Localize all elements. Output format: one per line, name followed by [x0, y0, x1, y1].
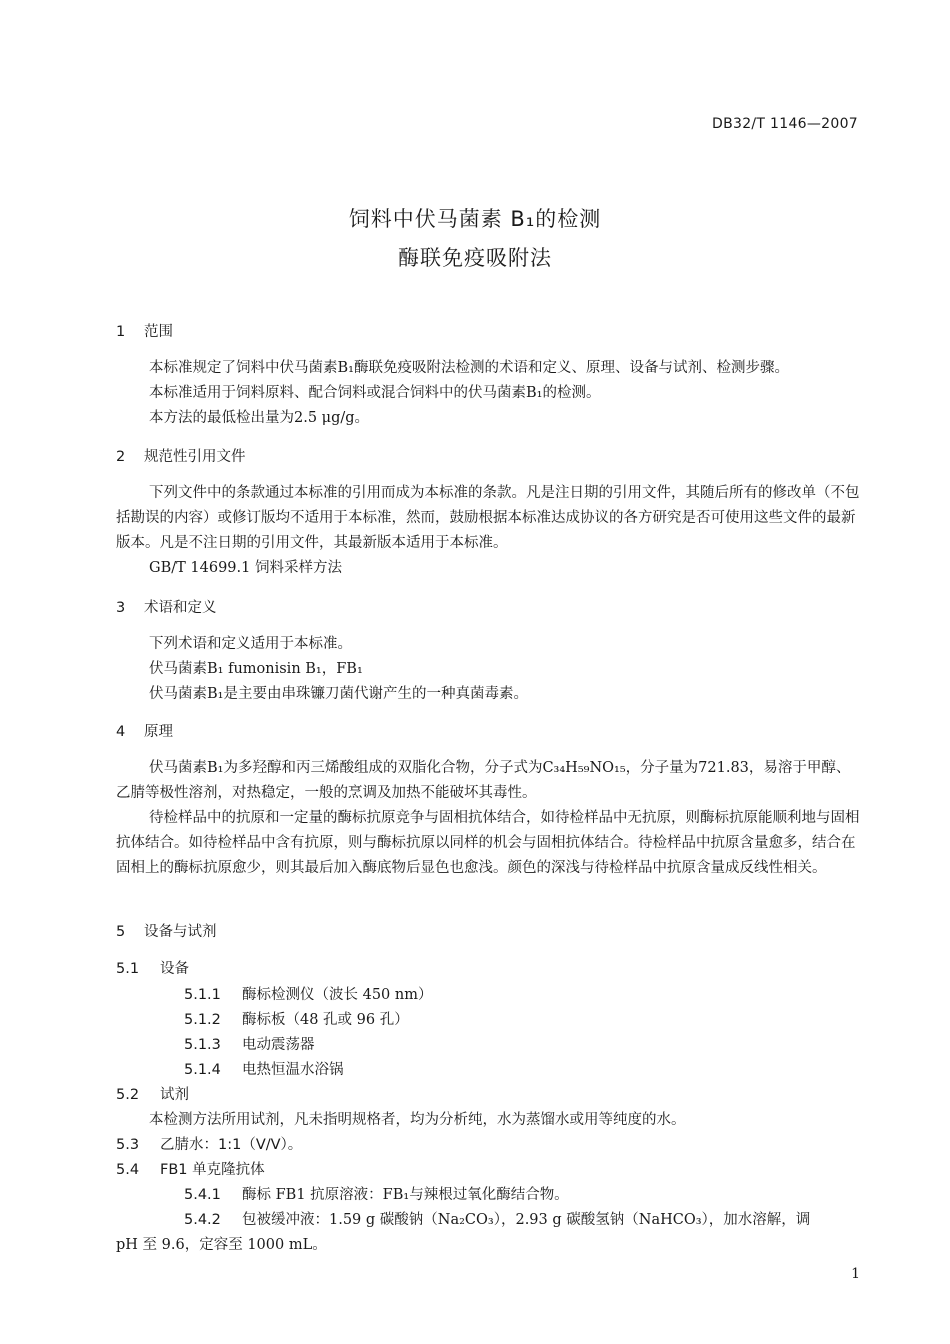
paragraph: 下列术语和定义适用于本标准。 [149, 636, 352, 652]
section-title: 设备与试剂 [144, 924, 217, 940]
paragraph: 本检测方法所用试剂，凡未指明规格者，均为分析纯，水为蒸馏水或用等纯度的水。 [149, 1112, 686, 1128]
paragraph: 本标准规定了饲料中伏马菌素B₁酶联免疫吸附法检测的术语和定义、原理、设备与试剂、检测步骤。 [149, 360, 789, 376]
paragraph: 伏马菌素B₁为多羟醇和丙三烯酸组成的双脂化合物，分子式为C₃₄H₅₉NO₁₅，分子量为721.83，易溶于甲醇、乙腈等极性溶剂，对热稳定，一般的烹调及加热不能破坏其毒性。 [116, 760, 851, 801]
item-number: 5.4.2 [184, 1212, 221, 1228]
section-heading-equipment-reagents [116, 920, 217, 941]
subsection-text: 乙腈水：1:1（V/V）。 [160, 1137, 303, 1153]
document-subtitle: 酶联免疫吸附法 [398, 246, 552, 270]
document-title: 饲料中伏马菌素 B₁的检测 [348, 207, 602, 231]
paragraph: 本标准适用于饲料原料、配合饲料或混合饲料中的伏马菌素B₁的检测。 [149, 385, 601, 401]
item-number: 5.1.3 [184, 1037, 221, 1053]
list-item [184, 1008, 409, 1029]
list-item [184, 1033, 315, 1054]
paragraph: 下列文件中的条款通过本标准的引用而成为本标准的条款。凡是注日期的引用文件，其随后所有的修改单（不包括勘误的内容）或修订版均不适用于本标准，然而，鼓励根据本标准达成协议的各方研究是否可使用这些文件的最新版本。凡是不注日期的引用文件，其最新版本适用于本标准。 [116, 485, 860, 551]
section-title: 范围 [144, 324, 173, 340]
paragraph: 本方法的最低检出量为2.5 μg/g。 [149, 410, 370, 426]
item-number: 5.1.2 [184, 1012, 221, 1028]
item-text: 酶标检测仪（波长 450 nm） [242, 987, 433, 1003]
section-heading-references [116, 445, 246, 466]
list-item [184, 1183, 569, 1204]
item-text: 电热恒温水浴锅 [242, 1062, 344, 1078]
subsection-number: 5.3 [116, 1137, 140, 1153]
section-heading-scope [116, 320, 173, 341]
item-number: 5.4.1 [184, 1187, 221, 1203]
section-number: 3 [116, 600, 126, 616]
reference-item: GB/T 14699.1 饲料采样方法 [149, 560, 342, 576]
section-number: 2 [116, 449, 126, 465]
section-heading-terms [116, 596, 217, 617]
subsection-heading-equipment [116, 957, 189, 978]
document-code: DB32/T 1146—2007 [712, 116, 858, 132]
list-item [184, 1208, 810, 1229]
subsection-title: FB1 单克隆抗体 [160, 1162, 265, 1178]
item-text: 包被缓冲液：1.59 g 碳酸钠（Na₂CO₃），2.93 g 碳酸氢钠（NaHCO₃），加水溶解，调 [242, 1212, 811, 1228]
item-text: 电动震荡器 [242, 1037, 315, 1053]
subsection-heading-reagents [116, 1083, 189, 1104]
subsection-title: 设备 [160, 961, 189, 977]
section-number: 5 [116, 924, 126, 940]
term-definition: 伏马菌素B₁是主要由串珠镰刀菌代谢产生的一种真菌毒素。 [149, 686, 528, 702]
item-number: 5.1.1 [184, 987, 221, 1003]
subsection-title: 试剂 [160, 1087, 189, 1103]
subsection-heading-antibody [116, 1158, 265, 1179]
section-title: 原理 [144, 724, 173, 740]
item-text: 酶标板（48 孔或 96 孔） [242, 1012, 409, 1028]
list-item [184, 1058, 344, 1079]
section-title: 规范性引用文件 [144, 449, 246, 465]
section-number: 4 [116, 724, 126, 740]
term-entry: 伏马菌素B₁ fumonisin B₁，FB₁ [149, 661, 363, 677]
item-number: 5.1.4 [184, 1062, 221, 1078]
subsection-number: 5.4 [116, 1162, 140, 1178]
page-number: 1 [851, 1266, 860, 1282]
paragraph: 待检样品中的抗原和一定量的酶标抗原竞争与固相抗体结合，如待检样品中无抗原，则酶标抗原能顺利地与固相抗体结合。如待检样品中含有抗原，则与酶标抗原以同样的机会与固相抗体结合。待检样品中抗原含量愈多，结合在固相上的酶标抗原愈少，则其最后加入酶底物后显色也愈浅。颜色的深浅与待检样品中抗原含量成反线性相关。 [116, 810, 860, 876]
list-item [184, 983, 432, 1004]
subsection-acetonitrile-water [116, 1133, 302, 1154]
section-number: 1 [116, 324, 126, 340]
subsection-number: 5.2 [116, 1087, 140, 1103]
item-text: 酶标 FB1 抗原溶液：FB₁与辣根过氧化酶结合物。 [242, 1187, 569, 1203]
subsection-number: 5.1 [116, 961, 140, 977]
section-heading-principle [116, 720, 173, 741]
section-title: 术语和定义 [144, 600, 217, 616]
paragraph-continuation: pH 至 9.6，定容至 1000 mL。 [116, 1237, 327, 1253]
